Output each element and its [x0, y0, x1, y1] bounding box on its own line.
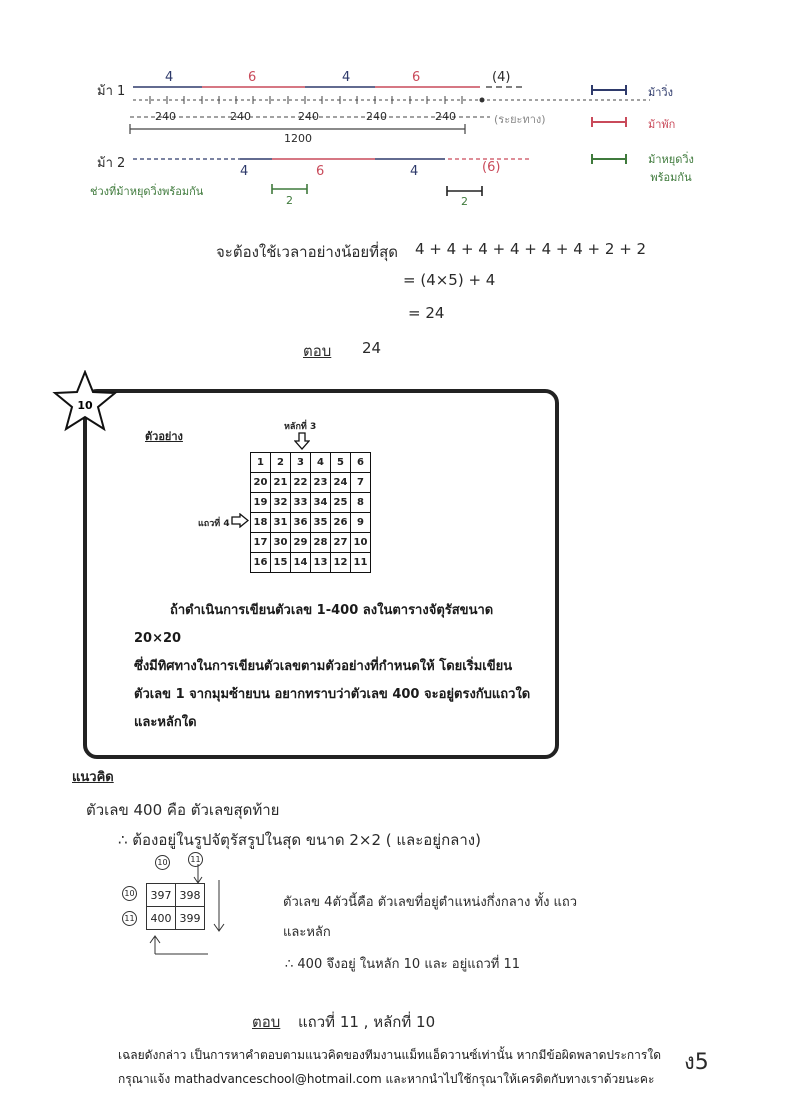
solution-line-1: ตัวเลข 400 คือ ตัวเลขสุดท้าย [86, 801, 280, 819]
distance-tick: 240 [155, 110, 176, 123]
grid-cell: 18 [251, 513, 271, 533]
legend-stop-together: ม้าหยุดวิ่ง พร้อมกัน [648, 153, 694, 184]
center-grid-cell: 400 [147, 907, 176, 930]
grid-cell: 16 [251, 553, 271, 573]
explain-line-1: ตัวเลข 4ตัวนี้คือ ตัวเลขที่อยู่ตำแหน่งกึ่งกลาง ทั้ง แถว [283, 895, 578, 910]
problem-line: ตัวเลข 1 จากมุมซ้ายบน อยากทราบว่าตัวเลข 400 จะอยู่ตรงกับแถวใด [134, 687, 531, 702]
grid-cell: 28 [311, 533, 331, 553]
grid-cell: 33 [291, 493, 311, 513]
grid-row [251, 473, 371, 493]
grid-row [251, 553, 371, 573]
grid-row [251, 493, 371, 513]
col-mark-10: 10 [155, 855, 170, 870]
h1-seg-4: 6 [412, 70, 421, 85]
h2-seg-3: 4 [410, 164, 419, 179]
star-badge [52, 370, 118, 432]
row-label: แถวที่ 4 [198, 519, 230, 529]
grid-cell: 17 [251, 533, 271, 553]
grid-cell: 8 [351, 493, 371, 513]
center-grid-row [147, 907, 205, 930]
down-tick-icon [193, 864, 203, 884]
grid-cell: 15 [271, 553, 291, 573]
grid-cell: 31 [271, 513, 291, 533]
h2-seg-4: (6) [482, 160, 501, 175]
example-grid [250, 452, 371, 573]
grid-cell: 14 [291, 553, 311, 573]
h1-seg-5: (4) [492, 70, 511, 85]
h1-seg-2: 6 [248, 70, 257, 85]
solution-answer-label: ตอบ [252, 1013, 281, 1031]
h2-seg-1: 4 [240, 164, 249, 179]
h1-seg-3: 4 [342, 70, 351, 85]
calc-answer-label: ตอบ [303, 342, 332, 360]
right-arrow-icon [231, 513, 249, 528]
grid-cell: 35 [311, 513, 331, 533]
problem-text [134, 597, 534, 737]
distance-unit: (ระยะทาง) [494, 113, 546, 126]
footer-line-1: เฉลยดังกล่าว เป็นการหาคำตอบตามแนวคิดของทีมงานแม็ทแอ็ดวานซ์เท่านั้น หากมีข้อผิดพลาดประการใด [118, 1048, 661, 1062]
grid-cell: 27 [331, 533, 351, 553]
legend-run: ม้าวิ่ง [648, 86, 673, 99]
grid-cell: 1 [251, 453, 271, 473]
distance-tick: 240 [298, 110, 319, 123]
grid-row [251, 513, 371, 533]
rest-mark-1: 2 [286, 194, 293, 207]
grid-cell: 32 [271, 493, 291, 513]
grid-cell: 4 [311, 453, 331, 473]
center-grid-cell: 397 [147, 884, 176, 907]
grid-row [251, 453, 371, 473]
grid-cell: 23 [311, 473, 331, 493]
h2-seg-2: 6 [316, 164, 325, 179]
footer-line-2: กรุณาแจ้ง mathadvanceschool@hotmail.com และหากนำไปใช้กรุณาให้เครดิตกับทางเราด้วยนะคะ [118, 1072, 655, 1086]
distance-tick: 240 [230, 110, 251, 123]
rest-note: ช่วงที่ม้าหยุดวิ่งพร้อมกัน [90, 185, 204, 198]
solution-heading: แนวคิด [72, 770, 114, 785]
h1-seg-1: 4 [165, 70, 174, 85]
grid-cell: 2 [271, 453, 291, 473]
calc-expr-3: = 24 [408, 304, 445, 322]
center-grid [146, 883, 205, 930]
grid-cell: 7 [351, 473, 371, 493]
footer [118, 1043, 678, 1091]
grid-cell: 10 [351, 533, 371, 553]
grid-cell: 22 [291, 473, 311, 493]
grid-cell: 3 [291, 453, 311, 473]
grid-cell: 20 [251, 473, 271, 493]
center-grid-cell: 399 [176, 907, 205, 930]
col-mark-11: 11 [188, 852, 203, 867]
total-distance: 1200 [284, 132, 312, 145]
rest-mark-2: 2 [461, 195, 468, 208]
grid-cell: 9 [351, 513, 371, 533]
calc-expr-1: 4 + 4 + 4 + 4 + 4 + 4 + 2 + 2 [415, 240, 647, 258]
problem-line: และหลักใด [134, 715, 197, 730]
grid-cell: 30 [271, 533, 291, 553]
grid-cell: 5 [331, 453, 351, 473]
horse1-label: ม้า 1 [97, 84, 126, 99]
problem-line: ถ้าดำเนินการเขียนตัวเลข 1-400 ลงในตารางจัตุรัสขนาด 20×20 [134, 603, 494, 646]
row-mark-11: 11 [122, 911, 137, 926]
page-mark: ง5 [684, 1050, 709, 1075]
problem-line: ซึ่งมีทิศทางในการเขียนตัวเลขตามตัวอย่างที่กำหนดให้ โดยเริ่มเขียน [134, 659, 513, 674]
grid-cell: 11 [351, 553, 371, 573]
explain-line-2: และหลัก [283, 925, 331, 940]
solution-answer-value: แถวที่ 11 , หลักที่ 10 [298, 1013, 436, 1031]
example-label: ตัวอย่าง [145, 430, 183, 443]
column-label: หลักที่ 3 [284, 422, 317, 432]
grid-cell: 12 [331, 553, 351, 573]
down-arrow-line-icon [212, 878, 226, 934]
solution-line-2: ∴ ต้องอยู่ในรูปจัตุรัสรูปในสุด ขนาด 2×2 ( และอยู่กลาง) [118, 831, 481, 849]
row-mark-10: 10 [122, 886, 137, 901]
legend-rest: ม้าพัก [648, 118, 676, 131]
up-arrow-line-icon [148, 934, 212, 956]
center-grid-cell: 398 [176, 884, 205, 907]
grid-cell: 13 [311, 553, 331, 573]
center-grid-row [147, 884, 205, 907]
distance-tick: 240 [435, 110, 456, 123]
grid-cell: 19 [251, 493, 271, 513]
explain-line-3: ∴ 400 จึงอยู่ ในหลัก 10 และ อยู่แถวที่ 11 [285, 957, 520, 972]
grid-cell: 21 [271, 473, 291, 493]
calc-label: จะต้องใช้เวลาอย่างน้อยที่สุด [216, 243, 398, 261]
grid-row [251, 533, 371, 553]
grid-cell: 24 [331, 473, 351, 493]
grid-cell: 34 [311, 493, 331, 513]
calc-answer-value: 24 [362, 339, 382, 357]
down-arrow-icon [294, 432, 310, 450]
grid-cell: 25 [331, 493, 351, 513]
grid-cell: 26 [331, 513, 351, 533]
problem-number: 10 [77, 399, 93, 412]
grid-cell: 6 [351, 453, 371, 473]
distance-tick: 240 [366, 110, 387, 123]
grid-cell: 36 [291, 513, 311, 533]
calc-expr-2: = (4×5) + 4 [403, 271, 496, 289]
grid-cell: 29 [291, 533, 311, 553]
horse2-label: ม้า 2 [97, 156, 126, 171]
